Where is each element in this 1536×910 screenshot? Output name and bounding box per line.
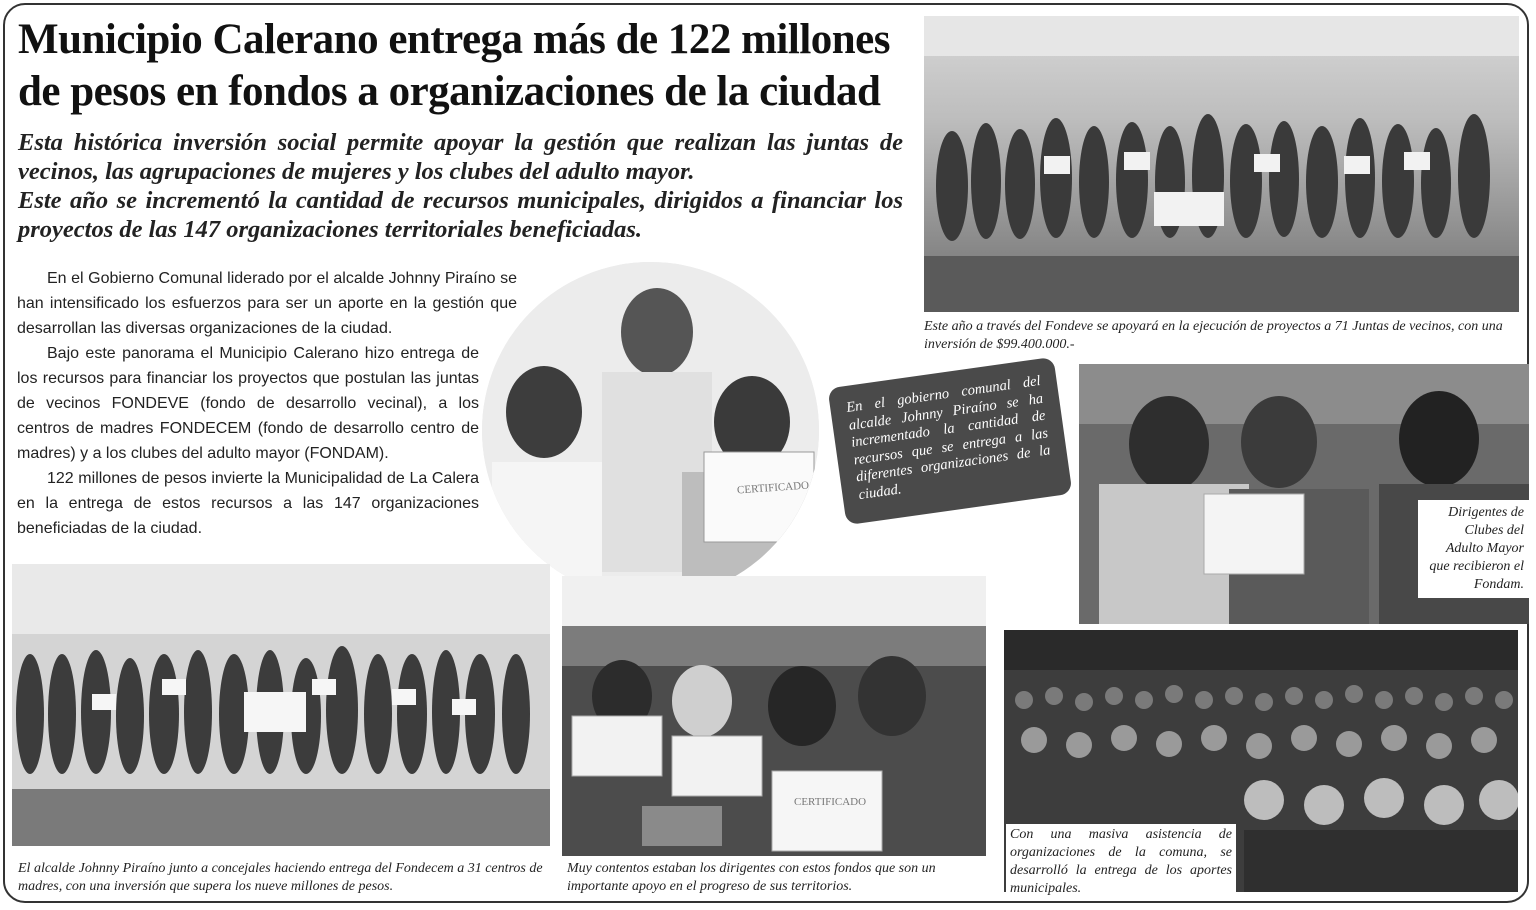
asistencia-caption: Con una masiva asistencia de organizaciones de la comuna, se desarrolló la entrega de los aportes municipales. xyxy=(1006,824,1236,900)
certificate-label-dirigentes: CERTIFICADO xyxy=(794,796,867,808)
body-paragraph-1: En el Gobierno Comunal liderado por el alcalde Johnny Piraíno se han intensificado los esfuerzos para ser un aporte en la gestión que desarrollan las diversas organizaciones de la ciudad. xyxy=(17,270,517,337)
article-headline: Municipio Calerano entrega más de 122 millones de pesos en fondos a organizaciones de la ciudad xyxy=(18,16,891,115)
fondeve-photo-caption: Este año a través del Fondeve se apoyará en la ejecución de proyectos a 71 Juntas de vecinos, con una inversión de $99.400.000.- xyxy=(924,319,1503,352)
dirigentes-photo-caption: Muy contentos estaban los dirigentes con estos fondos que son un importante apoyo en el progreso de sus territorios. xyxy=(567,861,936,894)
dirigentes-photo xyxy=(562,576,986,856)
subhead-line-1: Esta histórica inversión social permite apoyar la gestión que realizan las juntas de vecinos, las agrupaciones de mujeres y los clubes del adulto mayor. xyxy=(18,129,903,185)
body-paragraph-2: Bajo este panorama el Municipio Calerano hizo entrega de los recursos para financiar los proyectos que postulan las juntas de vecinos FONDEVE (fondo de desarrollo vecinal), a los centros de madres FONDECEM (fondo de desarrollo centro de madres) y a los clubes del adulto mayor (FONDAM). xyxy=(17,345,479,462)
certificate-label-circle: CERTIFICADO xyxy=(736,479,810,497)
certificate-portrait-photo xyxy=(482,262,819,599)
callout-text: En el gobierno comunal del alcalde Johnny Piraíno se ha incrementado la cantidad de recursos que se entrega a las diferentes organizaciones de la ciudad. xyxy=(845,372,1052,503)
fondecem-group-photo xyxy=(12,564,550,846)
fondecem-photo-caption: El alcalde Johnny Piraíno junto a concejales haciendo entrega del Fondecem a 31 centros de madres, con una inversión que supera los nueve millones de pesos. xyxy=(18,861,543,894)
subhead-line-2: Este año se incrementó la cantidad de recursos municipales, dirigidos a financiar los proyectos de las 147 organizaciones territoriales beneficiadas. xyxy=(18,187,903,243)
adulto-mayor-caption: Dirigentes de Clubes del Adulto Mayor que recibieron el Fondam. xyxy=(1418,500,1530,598)
article-body xyxy=(17,266,517,541)
fondeve-group-photo xyxy=(924,16,1519,312)
body-paragraph-3: 122 millones de pesos invierte la Municipalidad de La Calera en la entrega de estos recursos a las 147 organizaciones beneficiadas de la ciudad. xyxy=(17,470,479,537)
article-subhead xyxy=(18,128,903,244)
